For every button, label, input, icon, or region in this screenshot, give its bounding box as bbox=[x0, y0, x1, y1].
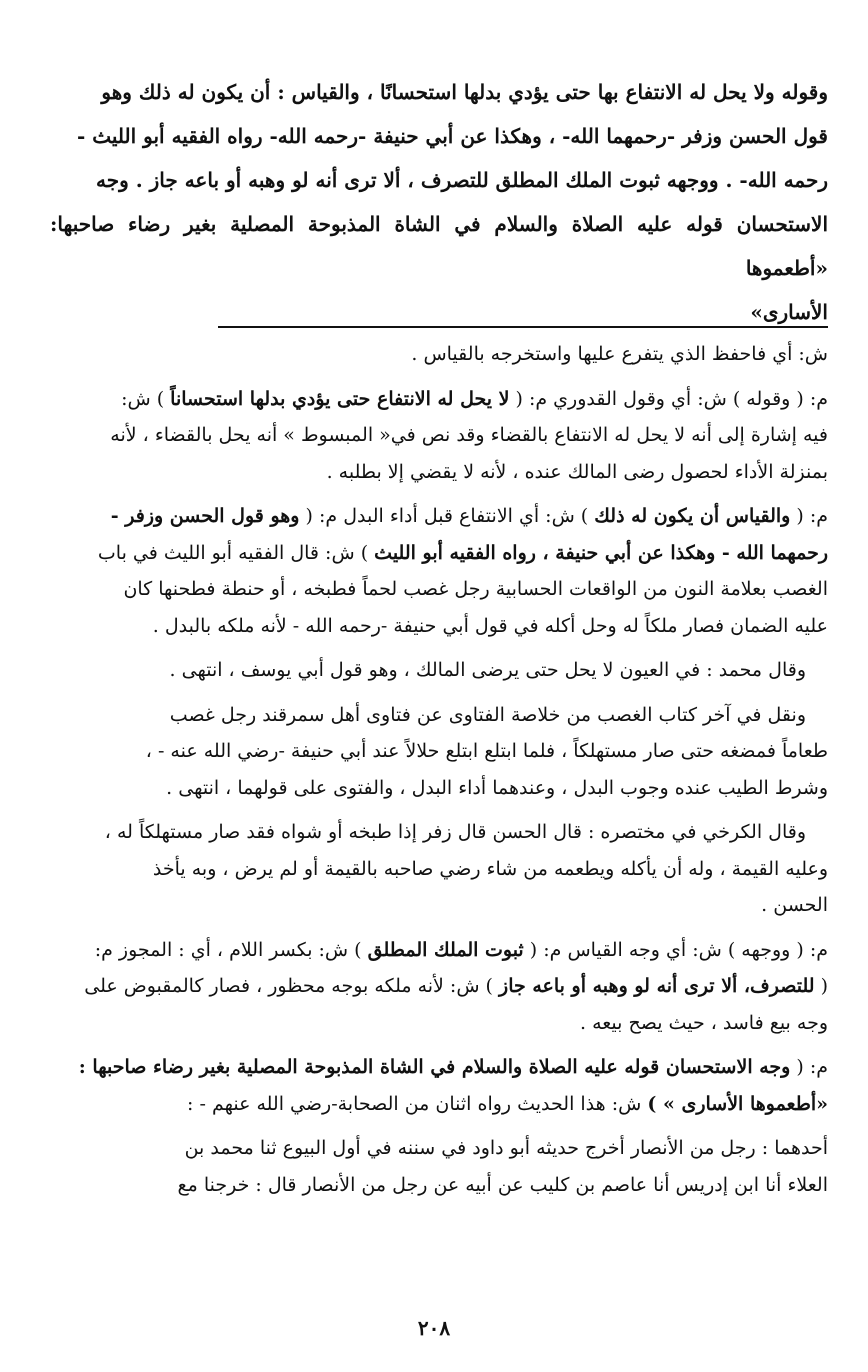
paragraph-line: عليه الضمان فصار ملكاً له وحل أكله في قول أبي حنيفة -رحمه الله - لأنه ملكه بالبدل . bbox=[152, 614, 828, 637]
paragraph-line bbox=[46, 498, 828, 535]
footnote-separator bbox=[218, 326, 828, 328]
commentary-paragraph bbox=[46, 498, 828, 644]
paragraph-line: وقال الكرخي في مختصره : قال الحسن قال زفر إذا طبخه أو شواه فقد صار مستهلكاً له ، bbox=[104, 821, 806, 843]
paragraph-line: بمنزلة الأداء لحصول رضى المالك عنده ، لأنه لا يقضي إلا بطلبه . bbox=[326, 460, 828, 483]
text-run: م: ( ووجهه ) ش: أي وجه القياس م: ( bbox=[529, 938, 828, 961]
text-run: ) ش: قال الفقيه أبو الليث في باب bbox=[97, 541, 369, 564]
text-run: ) ش: أي الانتفاع قبل أداء البدل م: ( bbox=[305, 505, 589, 527]
quoted-matn: والقياس أن يكون له ذلك bbox=[594, 505, 791, 527]
paragraph-line: وعليه القيمة ، وله أن يأكله ويطعمه من شاء رضي صاحبه بالقيمة أو لم يرض ، وبه يأخذ bbox=[152, 857, 828, 880]
paragraph-line bbox=[46, 968, 828, 1005]
paragraph-line: طعاماً فمضغه حتى صار مستهلكاً ، فلما ابتلع ابتلع حلالاً عند أبي حنيفة -رضي الله عنه - ، bbox=[145, 740, 828, 762]
text-run: ) ش: بكسر اللام ، أي : المجوز م: bbox=[94, 938, 362, 961]
paragraph-line bbox=[46, 932, 828, 969]
matn-line: الاستحسان قوله عليه الصلاة والسلام في الشاة المذبوحة المصلية بغير رضاء صاحبها: «أطعموها bbox=[50, 212, 828, 280]
commentary-block bbox=[46, 336, 828, 1211]
paragraph-line bbox=[46, 1086, 828, 1123]
paragraph-line: وشرط الطيب عنده وجوب البدل ، وعندهما أداء البدل ، والفتوى على قولهما ، انتهى . bbox=[166, 776, 828, 799]
page-number: ٢٠٨ bbox=[417, 1316, 451, 1340]
text-run: ( bbox=[820, 975, 828, 997]
matn-line: الأسارى» bbox=[750, 300, 828, 324]
text-run: ش: هذا الحديث رواه اثنان من الصحابة-رضي الله عنهم - : bbox=[187, 1092, 642, 1115]
commentary-paragraph bbox=[46, 1049, 828, 1122]
matn-line: رحمه الله- . ووجهه ثبوت الملك المطلق للتصرف ، ألا ترى أنه لو وهبه أو باعه جاز . وجه bbox=[95, 168, 828, 192]
paragraph-line: وجه بيع فاسد ، حيث يصح بيعه . bbox=[580, 1011, 828, 1034]
paragraph-line: أحدهما : رجل من الأنصار أخرج حديثه أبو داود في سننه في أول البيوع ثنا محمد بن bbox=[184, 1137, 828, 1159]
paragraph-line: وقال محمد : في العيون لا يحل حتى يرضى المالك ، وهو قول أبي يوسف ، انتهى . bbox=[169, 659, 806, 681]
text-run: م: ( bbox=[796, 505, 828, 527]
commentary-paragraph bbox=[46, 381, 828, 491]
paragraph-line: العلاء أنا ابن إدريس أنا عاصم بن كليب عن أبيه عن رجل من الأنصار قال : خرجنا مع bbox=[177, 1173, 828, 1196]
main-text-block bbox=[50, 70, 828, 334]
paragraph-line: ونقل في آخر كتاب الغصب من خلاصة الفتاوى عن فتاوى أهل سمرقند رجل غصب bbox=[169, 703, 806, 726]
text-run: ) ش: bbox=[121, 387, 165, 410]
matn-line: وقوله ولا يحل له الانتفاع بها حتى يؤدي بدلها استحسانًا ، والقياس : أن يكون له ذلك وهو bbox=[101, 80, 828, 104]
quoted-matn: وهو قول الحسن وزفر - bbox=[110, 505, 300, 527]
commentary-paragraph bbox=[46, 1130, 828, 1203]
quoted-matn: ثبوت الملك المطلق bbox=[367, 938, 524, 961]
quoted-matn: رحمهما الله - وهكذا عن أبي حنيفة ، رواه الفقيه أبو الليث bbox=[374, 541, 828, 564]
quoted-matn: للتصرف، ألا ترى أنه لو وهبه أو باعه جاز bbox=[499, 975, 815, 997]
commentary-paragraph bbox=[46, 652, 828, 689]
paragraph-line bbox=[46, 381, 828, 418]
matn-line: قول الحسن وزفر -رحمهما الله- ، وهكذا عن أبي حنيفة -رحمه الله- رواه الفقيه أبو الليث - bbox=[76, 124, 828, 148]
paragraph-line: الغصب بعلامة النون من الواقعات الحسابية رجل غصب لحماً فطبخه ، أو حنطة فطحنها كان bbox=[123, 578, 828, 600]
commentary-paragraph bbox=[46, 697, 828, 807]
commentary-paragraph bbox=[46, 336, 828, 373]
quoted-matn: «أطعموها الأسارى » ) bbox=[647, 1092, 828, 1115]
text-run: م: ( وقوله ) ش: أي وقول القدوري م: ( bbox=[515, 387, 828, 410]
paragraph-line: الحسن . bbox=[761, 894, 828, 916]
paragraph-line bbox=[46, 1049, 828, 1086]
quoted-matn: وجه الاستحسان قوله عليه الصلاة والسلام في الشاة المذبوحة المصلية بغير رضاء صاحبها : bbox=[78, 1056, 791, 1078]
commentary-paragraph bbox=[46, 932, 828, 1042]
paragraph-line bbox=[46, 535, 828, 572]
commentary-paragraph bbox=[46, 814, 828, 924]
text-run: ) ش: لأنه ملكه بوجه محظور ، فصار كالمقبوض على bbox=[84, 975, 493, 997]
quoted-matn: لا يحل له الانتفاع حتى يؤدي بدلها استحساناً bbox=[170, 387, 510, 410]
paragraph-line: ش: أي فاحفظ الذي يتفرع عليها واستخرجه بالقياس . bbox=[411, 343, 828, 365]
text-run: م: ( bbox=[796, 1056, 828, 1078]
paragraph-line: فيه إشارة إلى أنه لا يحل له الانتفاع بالقضاء وقد نص في« المبسوط » أنه يحل بالقضاء ، لأنه bbox=[110, 424, 828, 446]
